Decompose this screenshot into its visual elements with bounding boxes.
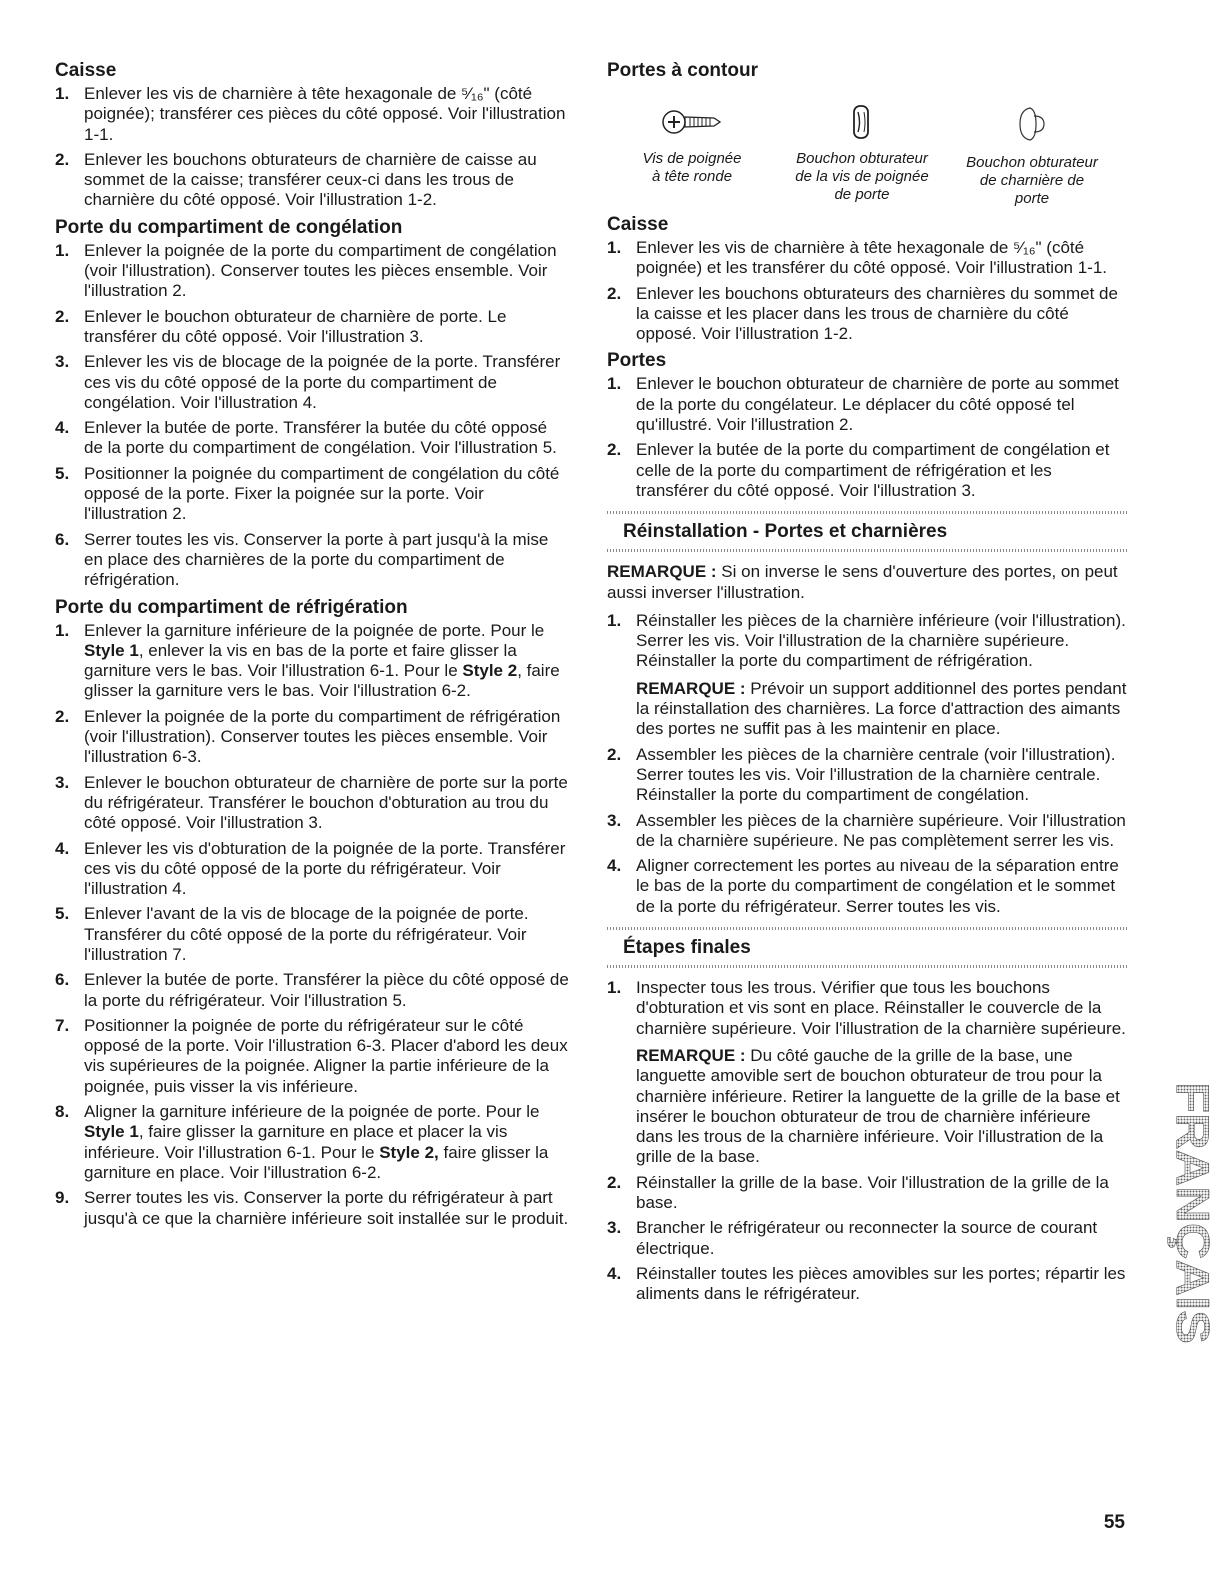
step-note: REMARQUE : Prévoir un support additionnel des portes pendant la réinstallation des charnières. La force d'attraction des aimants des portes ne suffit pas à les maintenir en place. bbox=[636, 678, 1127, 739]
final-steps-banner bbox=[607, 927, 1127, 968]
round-head-screw-icon bbox=[652, 102, 732, 142]
part-hinge-plug: Bouchon obturateur de charnière de porte bbox=[947, 102, 1117, 208]
list-item: 1. Enlever la poignée de la porte du compartiment de congélation (voir l'illustration). Conserver toutes les pièces ensemble. Voir l'illustration 2. bbox=[55, 240, 557, 301]
step-note: REMARQUE : Du côté gauche de la grille de la base, une languette amovible sert de bouchon obturateur de trou pour la charnière inférieure. Retirer la languette de la grille de la base et insérer le bouchon obturateur de trou de charnière inférieure dans les trous de la charnière inférieure. Voir l'illustration de la grille de la base. bbox=[636, 1045, 1120, 1167]
portes-steps bbox=[607, 374, 1127, 501]
list-item: 4. Enlever les vis d'obturation de la poignée de la porte. Transférer ces vis du côté opposé de la porte du réfrigérateur. Voir l'illustration 4. bbox=[55, 838, 566, 899]
section-heading-freezer-door: Porte du compartiment de congélation bbox=[55, 216, 403, 238]
parts-icons bbox=[607, 102, 1117, 208]
part-round-head-screw: Vis de poignée à tête ronde bbox=[607, 102, 777, 208]
reinstallation-remark: REMARQUE : Si on inverse le sens d'ouverture des portes, on peut aussi inverser l'illustration. bbox=[607, 562, 1118, 602]
caisse-steps bbox=[55, 84, 570, 211]
list-item: 3. Enlever le bouchon obturateur de charnière de porte sur la porte du réfrigérateur. Transférer le bouchon d'obturation au trou du côté opposé. Voir l'illustration 3. bbox=[55, 772, 568, 833]
list-item: 2. Réinstaller la grille de la base. Voir l'illustration de la grille de la base. bbox=[607, 1172, 1109, 1212]
list-item: 3. Assembler les pièces de la charnière supérieure. Voir l'illustration de la charnière supérieure. Ne pas complètement serrer les vis. bbox=[607, 810, 1126, 850]
fridge-door-steps bbox=[55, 621, 570, 1229]
list-item: 1. Enlever le bouchon obturateur de charnière de porte au sommet de la porte du congélateur. Le déplacer du côté opposé tel qu'illustré. Voir l'illustration 2. bbox=[607, 374, 1119, 435]
hinge-plug-icon bbox=[1010, 102, 1054, 146]
list-item: 2. Assembler les pièces de la charnière centrale (voir l'illustration). Serrer toutes les vis. Voir l'illustration de la charnière centrale. Réinstaller la porte du compartiment de congélation. bbox=[607, 744, 1116, 805]
list-item: 4. Enlever la butée de porte. Transférer la butée du côté opposé de la porte du compartiment de congélation. Voir l'illustration 5. bbox=[55, 418, 557, 458]
list-item: 3. Brancher le réfrigérateur ou reconnecter la source de courant électrique. bbox=[607, 1218, 1098, 1258]
list-item: 2. Enlever les bouchons obturateurs des charnières du sommet de la caisse et les placer dans les trous de charnière du côté opposé. Voir l'illustration 1-2. bbox=[607, 283, 1118, 344]
list-item: 6. Enlever la butée de porte. Transférer la pièce du côté opposé de la porte du réfrigérateur. Voir l'illustration 5. bbox=[55, 970, 569, 1010]
reinstallation-banner bbox=[607, 511, 1127, 552]
list-item: 1. Enlever les vis de charnière à tête hexagonale de ⁵⁄₁₆" (côté poignée); transférer ces pièces du côté opposé. Voir l'illustration 1-1. bbox=[55, 84, 566, 144]
list-item: 7. Positionner la poignée de porte du réfrigérateur sur le côté opposé de la porte. Voir l'illustration 6-3. Placer d'abord les deux vis supérieures de la poignée. Aligner la partie inférieure de la poignée, puis visser la vis inférieure. bbox=[55, 1015, 568, 1096]
list-item: 2. Enlever la butée de la porte du compartiment de congélation et celle de la porte du compartiment de réfrigération et les transférer du côté opposé. Voir l'illustration 3. bbox=[607, 440, 1110, 500]
list-item: 2. Enlever le bouchon obturateur de charnière de porte. Le transférer du côté opposé. Voir l'illustration 3. bbox=[55, 306, 507, 346]
language-side-label bbox=[1139, 1080, 1219, 1350]
list-item: 9. Serrer toutes les vis. Conserver la porte du réfrigérateur à part jusqu'à ce que la charnière inférieure soit installée sur le produit. bbox=[55, 1188, 569, 1228]
list-item: 1. Enlever les vis de charnière à tête hexagonale de ⁵⁄₁₆" (côté poignée) et les transférer du côté opposé. Voir l'illustration 1-1. bbox=[607, 238, 1108, 278]
list-item: 2. Enlever les bouchons obturateurs de charnière de caisse au sommet de la caisse; transférer ceux-ci dans les trous de charnière du côté opposé. Voir l'illustration 1-2. bbox=[55, 149, 537, 210]
list-item: 5. Enlever l'avant de la vis de blocage de la poignée de porte. Transférer du côté opposé de la porte du réfrigérateur. Voir l'illustration 7. bbox=[55, 904, 529, 964]
list-item: 1. Réinstaller les pièces de la charnière inférieure (voir l'illustration). Serrer les vis. Voir l'illustration de la charnière supérieure. Réinstaller la porte du compartiment de réfrigération. REMARQUE : Prévoir un support additionnel des portes pendant la réinstallation des charnières. La force d'attraction des aimants des portes ne suffit pas à les maintenir en place. bbox=[607, 610, 1127, 739]
section-heading-caisse-right: Caisse bbox=[607, 214, 669, 235]
list-item: 8. Aligner la garniture inférieure de la poignée de porte. Pour le Style 1, faire glisser la garniture en place et placer la vis inférieure. Voir l'illustration 6-1. Pour le Style 2, faire glisser la garniture en place. Voir l'illustration 6-2. bbox=[55, 1102, 549, 1182]
list-item: 4. Aligner correctement les portes au niveau de la séparation entre le bas de la porte du compartiment de congélation et le sommet de la porte du réfrigérateur. Serrer toutes les vis. bbox=[607, 856, 1119, 916]
reinstallation-steps bbox=[607, 611, 1127, 917]
page-number: 55 bbox=[1103, 1512, 1125, 1533]
section-heading-final-steps: Étapes finales bbox=[623, 937, 751, 959]
section-heading-fridge-door: Porte du compartiment de réfrigération bbox=[55, 596, 408, 618]
section-heading-reinstallation: Réinstallation - Portes et charnières bbox=[623, 521, 948, 543]
divider bbox=[607, 549, 1127, 552]
list-item: 4. Réinstaller toutes les pièces amovibles sur les portes; répartir les aliments dans le réfrigérateur. bbox=[607, 1263, 1126, 1304]
handle-screw-plug-icon bbox=[842, 102, 882, 142]
list-item: 5. Positionner la poignée du compartiment de congélation du côté opposé de la porte. Fixer la poignée sur la porte. Voir l'illustration 2. bbox=[55, 463, 560, 524]
list-item: 3. Enlever les vis de blocage de la poignée de la porte. Transférer ces vis du côté opposé de la porte du compartiment de congélation. Voir l'illustration 4. bbox=[55, 352, 561, 412]
list-item: 1. Inspecter tous les trous. Vérifier que tous les bouchons d'obturation et vis sont en place. Réinstaller le couvercle de la charnière supérieure. Voir l'illustration de la charnière supérieure. REMARQUE : Du côté gauche de la grille de la base, une languette amovible sert de bouchon obturateur de trou pour la charnière inférieure. Retirer la languette de la grille de la base et insérer le bouchon obturateur de trou de charnière inférieure dans les trous de la charnière inférieure. Voir l'illustration de la grille de la base. bbox=[607, 978, 1126, 1167]
list-item: 2. Enlever la poignée de la porte du compartiment de réfrigération (voir l'illustration). Conserver toutes les pièces ensemble. Voir l'illustration 6-3. bbox=[55, 706, 561, 767]
part-handle-screw-plug: Bouchon obturateur de la vis de poignée de porte bbox=[777, 102, 947, 208]
list-item: 6. Serrer toutes les vis. Conserver la porte à part jusqu'à la mise en place des charnières de la porte du compartiment de réfrigération. bbox=[55, 529, 549, 590]
list-item: 1. Enlever la garniture inférieure de la poignée de porte. Pour le Style 1, enlever la vis en bas de la porte et faire glisser la garniture vers le bas. Voir l'illustration 6-1. Pour le Style 2, faire glisser la garniture vers le bas. Voir l'illustration 6-2. bbox=[55, 620, 560, 701]
caisse-right-steps bbox=[607, 238, 1127, 344]
right-column bbox=[607, 60, 1127, 1309]
section-heading-caisse: Caisse bbox=[55, 60, 117, 81]
left-column bbox=[55, 60, 570, 1234]
divider bbox=[607, 965, 1127, 968]
svg-text:FRANÇAIS: FRANÇAIS bbox=[1167, 1082, 1219, 1320]
section-heading-contour-doors: Portes à contour bbox=[607, 60, 758, 81]
freezer-door-steps bbox=[55, 241, 570, 591]
final-steps bbox=[607, 978, 1127, 1304]
section-heading-portes: Portes bbox=[607, 350, 667, 372]
